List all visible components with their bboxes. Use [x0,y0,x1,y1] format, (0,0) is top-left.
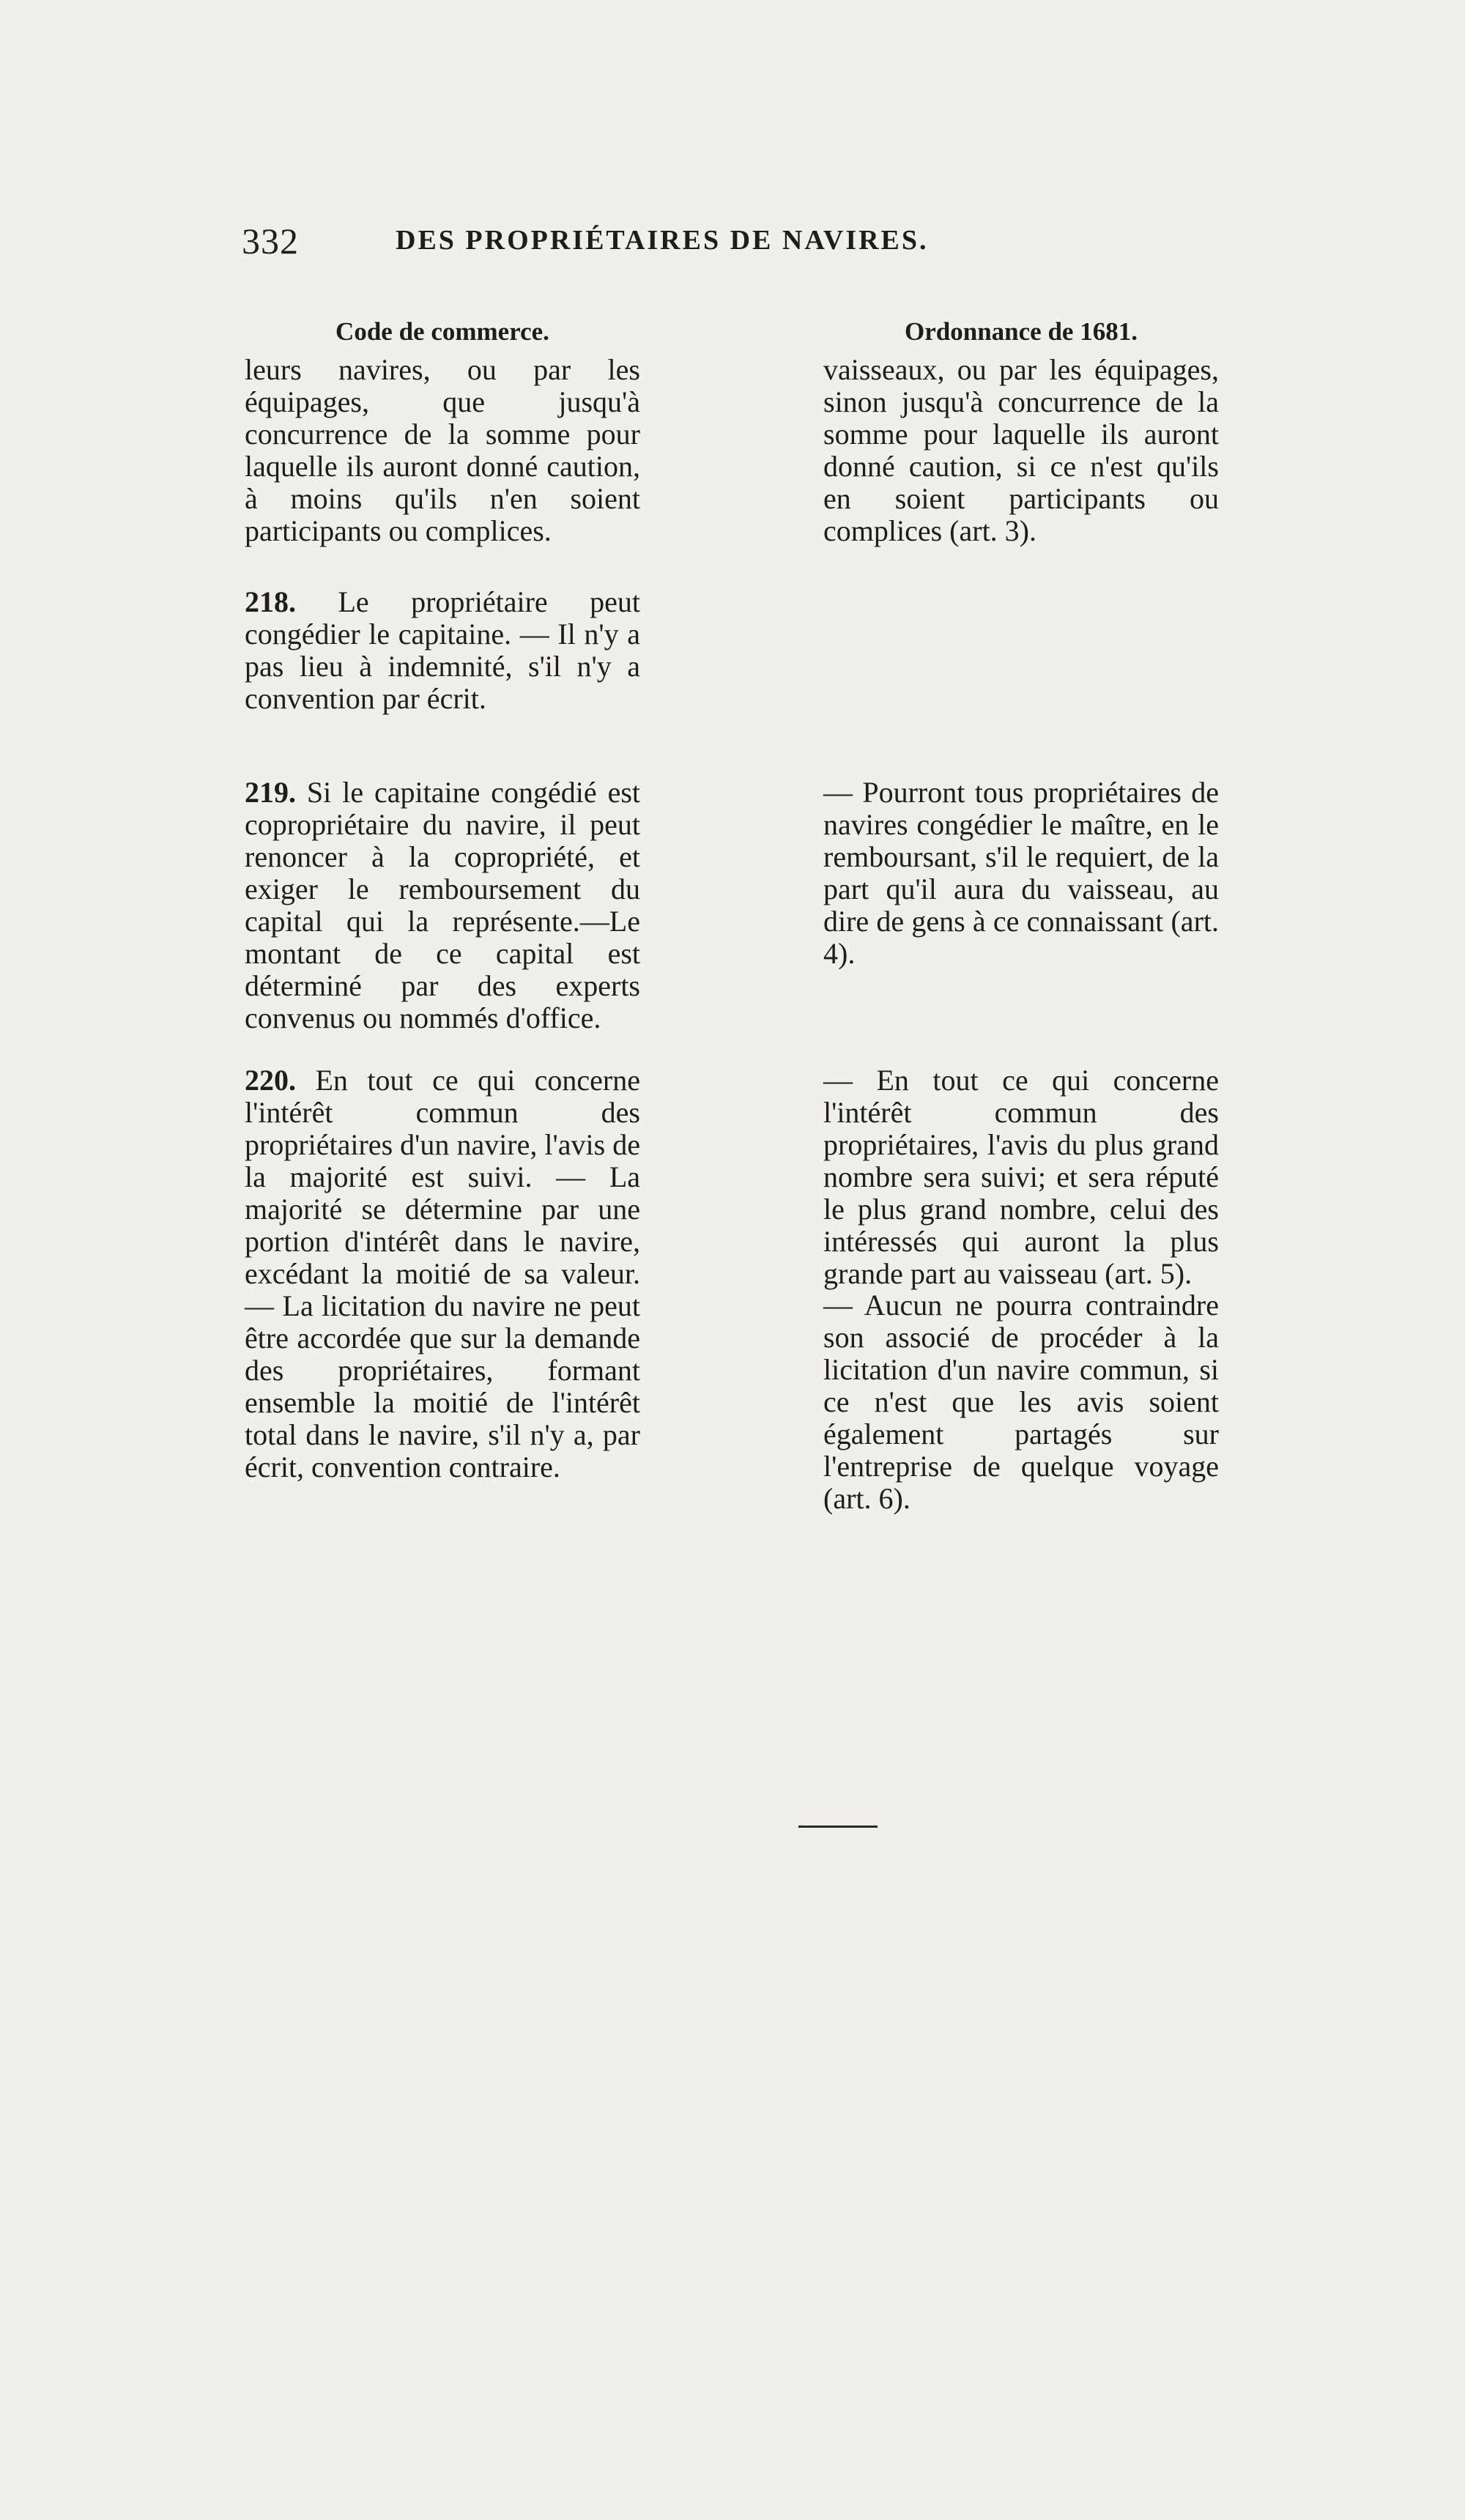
left-paragraph-article-220 [245,1064,640,1483]
right-column-heading: Ordonnance de 1681. [905,317,1138,346]
left-paragraph-article-218 [245,586,640,715]
paragraph-text: vaisseaux, ou par les équipages, sinon jusqu'à concurrence de la somme pour laquelle ils auront donné caution, si ce n'est qu'ils en soient participants ou complices (art. 3). [823,353,1219,547]
running-head [242,220,1121,271]
running-title: DES PROPRIÉTAIRES DE NAVIRES. [396,225,929,256]
right-paragraph-article-6 [823,1289,1219,1515]
left-paragraph-continuation [245,354,640,547]
page-number: 332 [242,220,299,262]
right-paragraph-article-4 [823,777,1219,970]
paragraph-text: En tout ce qui concerne l'intérêt commun des propriétaires d'un navire, l'avis de la majorité est suivi. — La majorité se détermine par une portion d'intérêt dans le navire, excédant la moitié de sa valeur. — La licitation du navire ne peut être accordée que sur la demande des propriétaires, formant ensemble la moitié de l'intérêt total dans le navire, s'il n'y a, par écrit, convention contraire. [245,1064,640,1483]
left-paragraph-article-219 [245,777,640,1034]
right-paragraph-continuation [823,354,1219,547]
right-column-ordonnance-1681 [823,315,1219,1515]
paragraph-text: Si le capitaine congédié est copropriétaire du navire, il peut renoncer à la copropriété, et exiger le remboursement du capital qui la représente.—Le montant de ce capital est déterminé par des experts convenus ou nommés d'office. [245,776,640,1034]
left-column-heading: Code de commerce. [335,317,549,346]
paragraph-text: — Aucun ne pourra contraindre son associé de procéder à la licitation d'un navire commun, si ce n'est que les avis soient également partagés sur l'entreprise de quelque voyage (art. 6). [823,1289,1219,1515]
article-number: 218. [245,585,296,618]
article-number: 219. [245,776,296,809]
left-column-code-de-commerce [245,315,640,1483]
paragraph-text: leurs navires, ou par les équipages, que jusqu'à concurrence de la somme pour laquelle ils auront donné caution, à moins qu'ils n'en soient participants ou complices. [245,353,640,547]
end-rule [798,1826,878,1828]
paragraph-text: — Pourront tous propriétaires de navires congédier le maître, en le remboursant, s'il le requiert, de la part qu'il aura du vaisseau, au dire de gens à ce connaissant (art. 4). [823,776,1219,970]
paragraph-text: Le propriétaire peut congédier le capitaine. — Il n'y a pas lieu à indemnité, s'il n'y a convention par écrit. [245,585,640,715]
article-number: 220. [245,1064,296,1097]
paragraph-text: — En tout ce qui concerne l'intérêt commun des propriétaires, l'avis du plus grand nombre sera suivi; et sera réputé le plus grand nombre, celui des intéressés qui auront la plus grande part au vaisseau (art. 5). [823,1064,1219,1290]
right-paragraph-article-5 [823,1064,1219,1290]
